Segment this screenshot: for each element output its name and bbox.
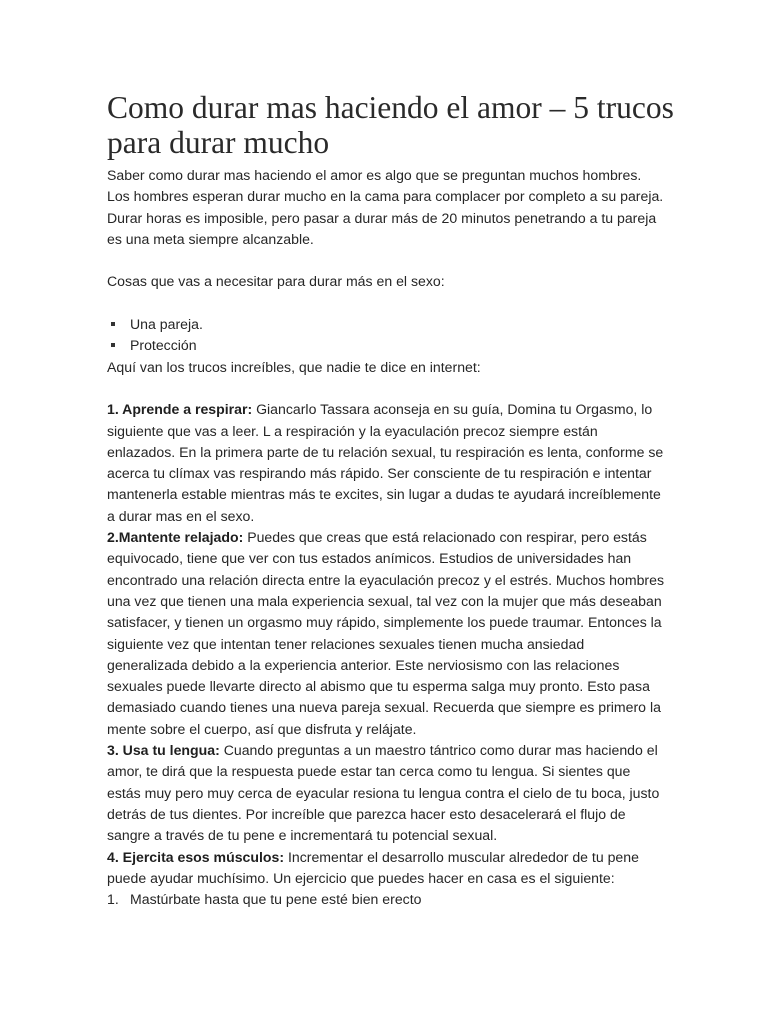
article-body: [107, 165, 667, 910]
step-number: 1.: [107, 891, 119, 908]
trick-heading: 4. Ejercita esos músculos:: [107, 848, 285, 865]
trick-heading: 3. Usa tu lengua:: [107, 742, 220, 759]
bullet-icon: [111, 343, 115, 347]
trick-paragraph: 2.Mantente relajado: Puedes que creas que está relacionado con respirar, pero estás equivocado, tiene que ver con tus estados anímicos. Estudios de universidades han encontrado una relación directa entre la eyaculación precoz y el estrés. Muchos hombres una vez que tienen una mala experiencia sexual, tal vez con la mujer que más deseaban satisfacer, y tienen un orgasmo muy rápido, simplemente los puede traumar. Entonces la siguiente vez que intentan tener relaciones sexuales tienen mucha ansiedad generalizada debido a la experiencia anterior. Este nerviosismo con las relaciones sexuales puede llevarte directo al abismo que tu esperma salga muy pronto. Esto pasa demasiado cuando tienes una nueva pareja sexual. Recuerda que siempre es primero la mente sobre el cuerpo, así que disfruta y relájate.: [107, 529, 665, 737]
list-item: Una pareja.: [107, 314, 667, 335]
bullet-icon: [111, 322, 115, 326]
step-item: 1. Mastúrbate hasta que tu pene esté bien erecto: [107, 889, 667, 910]
needs-list: [107, 314, 667, 357]
list-item: Protección: [107, 335, 667, 356]
trick-heading: 2.Mantente relajado:: [107, 529, 244, 546]
trick-paragraph: 4. Ejercita esos músculos: Incrementar el desarrollo muscular alrededor de tu pene puede ayudar muchísimo. Un ejercicio que puedes hacer en casa es el siguiente:: [107, 848, 639, 886]
tricks-intro: Aquí van los trucos increíbles, que nadie te dice en internet:: [107, 358, 481, 375]
intro-paragraph: Saber como durar mas haciendo el amor es algo que se preguntan muchos hombres. Los hombres esperan durar mucho en la cama para complacer por completo a su pareja. Durar horas es imposible, pero pasar a durar más de 20 minutos penetrando a tu pareja es una meta siempre alcanzable.: [107, 167, 664, 247]
trick-paragraph: 1. Aprende a respirar: Giancarlo Tassara aconseja en su guía, Domina tu Orgasmo, lo siguiente que vas a leer. L a respiración y la eyaculación precoz siempre están enlazados. En la primera parte de tu relación sexual, tu respiración es lenta, conforme se acerca tu clímax vas respirando más rápido. Ser consciente de tu respiración e intentar mantenerla estable mientras más te excites, sin lugar a dudas te ayudará increíblemente a durar mas en el sexo.: [107, 401, 664, 524]
trick-paragraph: 3. Usa tu lengua: Cuando preguntas a un maestro tántrico como durar mas haciendo el amor, te dirá que la respuesta puede estar tan cerca como tu lengua. Si sientes que estás muy pero muy cerca de eyacular resiona tu lengua contra el cielo de tu boca, justo detrás de tus dientes. Por increíble que parezca hacer esto desacelerará el flujo de sangre a través de tu pene e incrementará tu potencial sexual.: [107, 742, 660, 844]
page-title: Como durar mas haciendo el amor – 5 trucos para durar mucho: [107, 90, 674, 160]
trick-heading: 1. Aprende a respirar:: [107, 401, 253, 418]
needs-intro: Cosas que vas a necesitar para durar más en el sexo:: [107, 273, 445, 290]
